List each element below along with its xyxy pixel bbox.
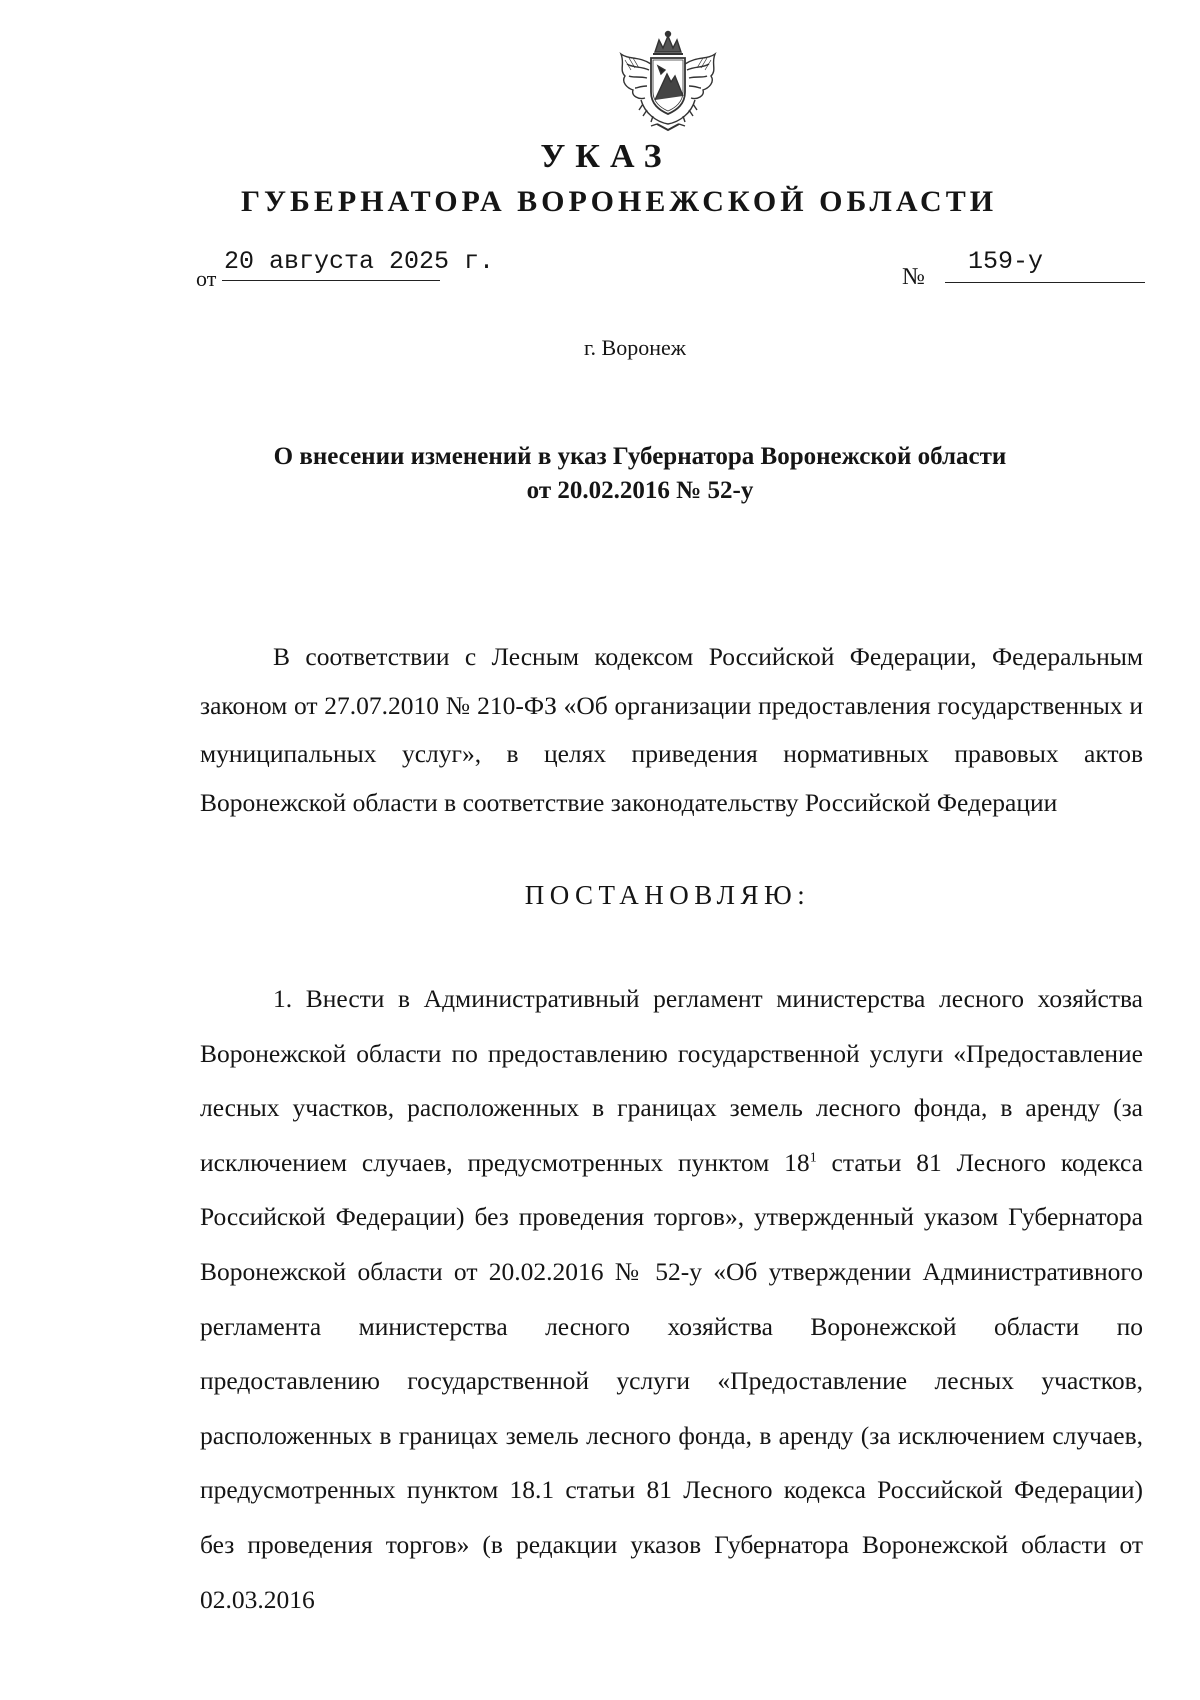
number-underline	[945, 282, 1145, 283]
item-1-block	[200, 972, 1143, 1627]
city-label: г. Воронеж	[584, 335, 686, 360]
document-subject	[0, 440, 1200, 508]
subject-line-1: О внесении изменений в указ Губернатора Воронежской области	[273, 443, 1007, 470]
document-type-title: УКАЗ	[540, 138, 672, 175]
coat-of-arms-emblem	[611, 30, 725, 134]
preamble-paragraph: В соответствии с Лесным кодексом Российской Федерации, Федеральным законом от 27.07.2010 № 210-ФЗ «Об организации предоставления государственных и муниципальных услуг», в целях приведения нормативных правовых актов Воронежской области в соответствие законодательству Российской Федерации	[200, 642, 1143, 817]
date-underline	[222, 280, 440, 281]
issuer-title: ГУБЕРНАТОРА ВОРОНЕЖСКОЙ ОБЛАСТИ	[240, 185, 998, 218]
item-1-paragraph	[200, 972, 1143, 1627]
number-prefix-label: №	[902, 264, 925, 290]
item-1-superscript: 1	[809, 1150, 817, 1166]
subject-line-2: от 20.02.2016 № 52-у	[526, 477, 754, 504]
document-number: 159-у	[968, 247, 1044, 276]
item-1-text-part-2: статьи 81 Лесного кодекса Российской Федерации) без проведения торгов», утвержденный указом Губернатора Воронежской области от 20.02.2016 № 52-у «Об утверждении Административного регламента министерства лесного хозяйства Воронежской области по предоставлению государственной услуги «Предоставление лесных участков, расположенных в границах земель лесного фонда, в аренду (за исключением случаев, предусмотренных пунктом 18.1 статьи 81 Лесного кодекса Российской Федерации) без проведения торгов» (в редакции указов Губернатора Воронежской области от 02.03.2016	[200, 1147, 1143, 1614]
date-prefix-label: от	[196, 266, 217, 291]
item-1-text-part-1: 1. Внести в Административный регламент министерства лесного хозяйства Воронежской области по предоставлению государственной услуги «Предоставление лесных участков, расположенных в границах земель лесного фонда, в аренду (за исключением случаев, предусмотренных пунктом 18	[200, 984, 1143, 1177]
preamble-block	[200, 633, 1143, 827]
decree-word: ПОСТАНОВЛЯЮ:	[524, 880, 811, 910]
document-date: 20 августа 2025 г.	[224, 247, 495, 276]
